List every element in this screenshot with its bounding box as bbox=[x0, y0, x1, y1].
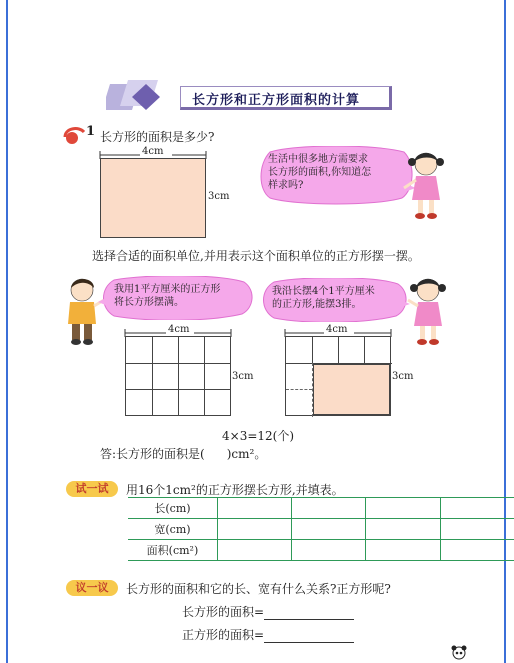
grid-row-line bbox=[126, 363, 230, 364]
answer-line bbox=[100, 445, 266, 462]
girl-bubble-line-2: 长方形的面积,你知道怎 bbox=[268, 167, 372, 178]
girl-bubble-text bbox=[268, 153, 371, 192]
grid-row-line bbox=[126, 389, 230, 390]
rect-side-label: 3cm bbox=[208, 191, 230, 202]
table-cell[interactable] bbox=[366, 540, 440, 561]
square-area-label: 正方形的面积= bbox=[182, 628, 265, 642]
table-cell[interactable] bbox=[217, 498, 291, 519]
girl-bubble-line-3: 样求吗? bbox=[268, 180, 304, 191]
fill-in-table bbox=[128, 497, 514, 561]
right-grid-top-label: 4cm bbox=[326, 324, 348, 335]
grid-column-line bbox=[204, 337, 205, 415]
table-cell[interactable] bbox=[217, 519, 291, 540]
right-grid-shaded-area bbox=[313, 364, 390, 415]
discuss-question: 长方形的面积和它的长、宽有什么关系?正方形呢? bbox=[126, 582, 391, 596]
boy-bubble-line-1: 我用1平方厘米的正方形 bbox=[114, 284, 221, 295]
example-number: 1 bbox=[86, 124, 96, 139]
rect-area-formula bbox=[182, 603, 354, 620]
table-row-label: 宽(cm) bbox=[128, 519, 217, 540]
girl-2-illustration bbox=[404, 276, 452, 348]
left-grid-side-label: 3cm bbox=[232, 371, 254, 382]
table-row bbox=[128, 519, 514, 540]
table-cell[interactable] bbox=[440, 498, 514, 519]
table-cell[interactable] bbox=[292, 498, 366, 519]
example-question: 长方形的面积是多少? bbox=[100, 130, 215, 144]
instruction-text: 选择合适的面积单位,并用表示这个面积单位的正方形摆一摆。 bbox=[92, 249, 420, 263]
answer-prefix: 答:长方形的面积是( bbox=[100, 447, 205, 461]
table-cell[interactable] bbox=[292, 540, 366, 561]
table-cell[interactable] bbox=[217, 540, 291, 561]
left-unit-grid bbox=[125, 336, 231, 416]
grid-column-line bbox=[178, 337, 179, 415]
right-grid-side-label: 3cm bbox=[392, 371, 414, 382]
table-cell[interactable] bbox=[292, 519, 366, 540]
equation: 4×3=12(个) bbox=[222, 429, 295, 443]
boy-bubble-text bbox=[114, 283, 220, 309]
example-number-icon bbox=[62, 124, 88, 146]
girl2-bubble-line-1: 我沿长摆4个1平方厘米 bbox=[272, 286, 375, 297]
try-badge: 试一试 bbox=[66, 481, 118, 497]
table-row bbox=[128, 540, 514, 561]
square-area-formula bbox=[182, 626, 354, 643]
grid-column-line bbox=[152, 337, 153, 415]
square-area-blank[interactable] bbox=[264, 630, 354, 643]
left-grid-top-label: 4cm bbox=[168, 324, 190, 335]
answer-suffix: )cm²。 bbox=[226, 447, 267, 461]
page-title: 长方形和正方形面积的计算 bbox=[192, 93, 361, 108]
girl-illustration bbox=[402, 150, 450, 220]
rect-area-blank[interactable] bbox=[264, 607, 354, 620]
rect-area-label: 长方形的面积= bbox=[182, 605, 265, 619]
girl-bubble-line-1: 生活中很多地方需要求 bbox=[268, 154, 368, 165]
table-row-label: 长(cm) bbox=[128, 498, 217, 519]
table-row bbox=[128, 498, 514, 519]
table-cell[interactable] bbox=[440, 540, 514, 561]
girl2-bubble-text bbox=[272, 285, 375, 311]
right-partial-grid bbox=[285, 336, 391, 416]
table-row-label: 面积(cm²) bbox=[128, 540, 217, 561]
boy-bubble-line-2: 将长方形摆满。 bbox=[114, 297, 184, 308]
rect-top-label: 4cm bbox=[142, 146, 164, 157]
girl2-bubble-line-2: 的正方形,能摆3排。 bbox=[272, 299, 362, 310]
rectangle-shape bbox=[100, 158, 206, 238]
panda-icon bbox=[448, 644, 470, 660]
try-instruction: 用16个1cm²的正方形摆长方形,并填表。 bbox=[126, 483, 344, 497]
discuss-badge: 议一议 bbox=[66, 580, 118, 596]
table-cell[interactable] bbox=[366, 498, 440, 519]
table-cell[interactable] bbox=[366, 519, 440, 540]
table-cell[interactable] bbox=[440, 519, 514, 540]
